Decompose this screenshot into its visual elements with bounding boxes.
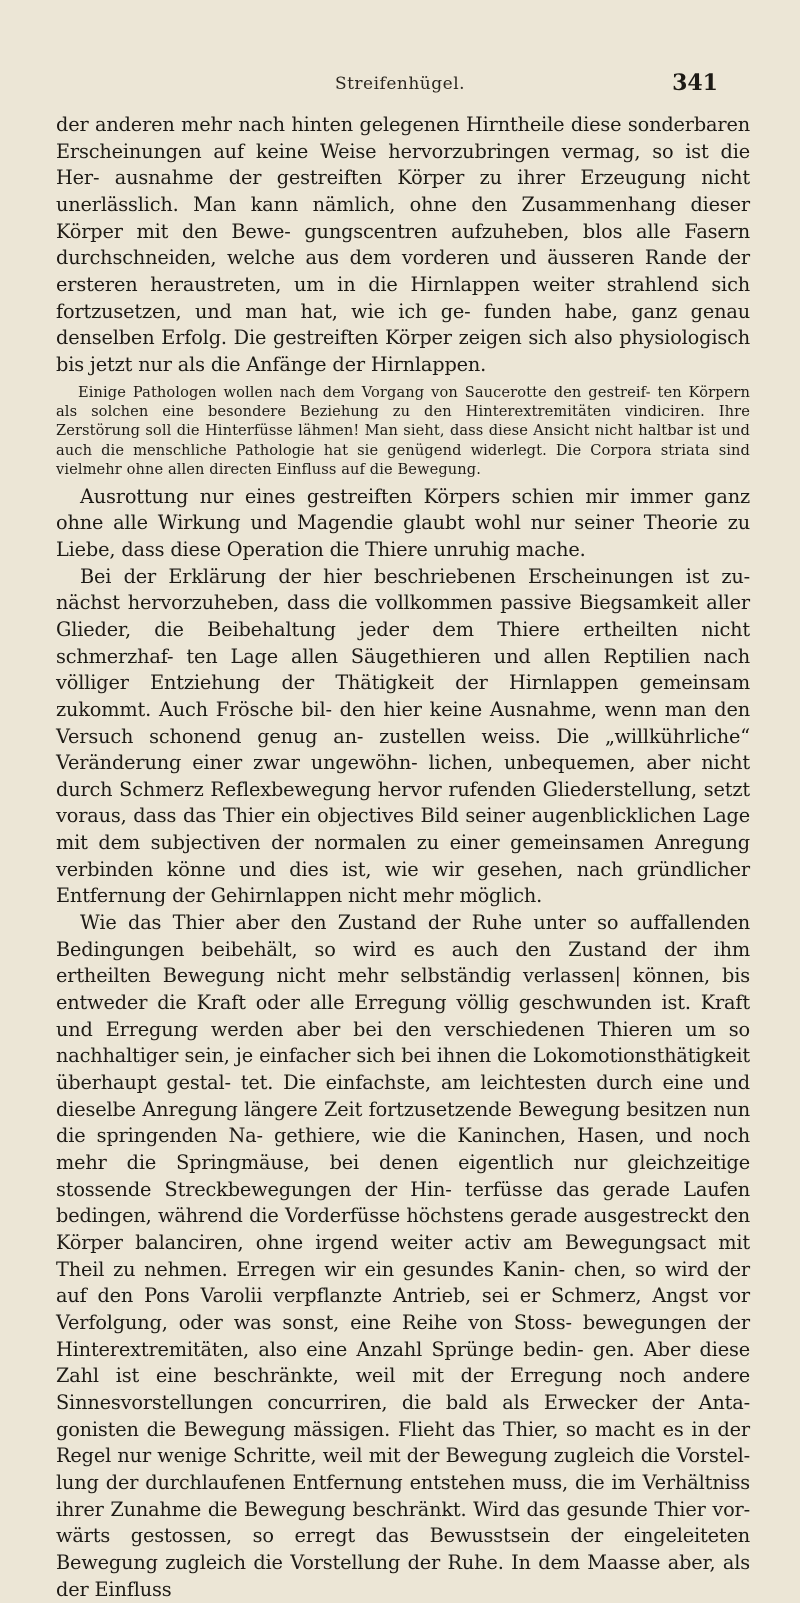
paragraph-2: Ausrottung nur eines gestreiften Körpers schien mir immer ganz ohne alle Wirkung und Magendie glaubt wohl nur seiner Theorie zu Liebe, dass diese Operation die Thiere unruhig mache. xyxy=(56,484,750,561)
paragraph-1: der anderen mehr nach hinten gelegenen Hirntheile diese sonderbaren Erscheinungen auf keine Weise hervorzubringen vermag, so ist die Her- ausnahme der gestreiften Körper zu ihrer Erzeugung nicht unerlässlich. Man kann nämlich, ohne den Zusammenhang dieser Körper mit den Bewe- gungscentren aufzuheben, blos alle Fasern durchschneiden, welche aus dem vorderen und äusseren Rande der ersteren heraustreten, um in die Hirnlappen weiter strahlend sich fortzusetzen, und man hat, wie ich ge- funden habe, ganz genau denselben Erfolg. Die gestreiften Körper zeigen sich also physiologisch bis jetzt nur als die Anfänge der Hirnlappen. xyxy=(56,113,750,376)
paragraph-4: Wie das Thier aber den Zustand der Ruhe unter so auffallenden Bedingungen beibehält, so wird es auch den Zustand der ihm ertheilten Bewegung nicht mehr selbständig verlassen| können, bis entweder die Kraft oder alle Erregung völlig geschwunden ist. Kraft und Erregung werden aber bei den verschiedenen Thieren um so nachhaltiger sein, je einfacher sich bei ihnen die Lokomotionsthätigkeit überhaupt gestal- tet. Die einfachste, am leichtesten durch eine und dieselbe Anregung längere Zeit fortzusetzende Bewegung besitzen nun die springenden Na- gethiere, wie die Kaninchen, Hasen, und noch mehr die Springmäuse, bei denen eigentlich nur gleichzeitige stossende Streckbewegungen der Hin- terfüsse das gerade Laufen bedingen, während die Vorderfüsse höchstens gerade ausgestreckt den Körper balanciren, ohne irgend weiter activ am Bewegungsact mit Theil zu nehmen. Erregen wir ein gesundes Kanin- chen, so wird der auf den Pons Varolii verpflanzte Antrieb, sei er Schmerz, Angst vor Verfolgung, oder was sonst, eine Reihe von Stoss- bewegungen der Hinterextremitäten, also eine Anzahl Sprünge bedin- gen. Aber diese Zahl ist eine beschränkte, weil mit der Erregung noch andere Sinnesvorstellungen concurriren, die bald als Erwecker der Anta- gonisten die Bewegung mässigen. Flieht das Thier, so macht es in der Regel nur wenige Schritte, weil mit der Bewegung zugleich die Vorstel- lung der durchlaufenen Entfernung entstehen muss, die im Verhältniss ihrer Zunahme die Bewegung beschränkt. Wird das gesunde Thier vor- wärts gestossen, so erregt das Bewusstsein der eingeleiteten Bewegung zugleich die Vorstellung der Ruhe. In dem Maasse aber, als der Einfluss xyxy=(56,911,750,1601)
paragraph-3: Bei der Erklärung der hier beschriebenen Erscheinungen ist zu- nächst hervorzuheben, dass die vollkommen passive Biegsamkeit aller Glieder, die Beibehaltung jeder dem Thiere ertheilten nicht schmerzhaf- ten Lage allen Säugethieren und allen Reptilien nach völliger Entziehung der Thätigkeit der Hirnlappen gemeinsam zukommt. Auch Frösche bil- den hier keine Ausnahme, wenn man den Versuch schonend genug an- zustellen weiss. Die „willkührliche“ Veränderung einer zwar ungewöhn- lichen, unbequemen, aber nicht durch Schmerz Reflexbewegung hervor rufenden Gliederstellung, setzt voraus, dass das Thier ein objectives Bild seiner augenblicklichen Lage mit dem subjectiven der normalen zu einer gemeinsamen Anregung verbinden könne und dies ist, wie wir gesehen, nach gründlicher Entfernung der Gehirnlappen nicht mehr möglich. xyxy=(56,564,750,908)
page-number: 341 xyxy=(672,70,718,96)
page-header xyxy=(0,70,800,104)
body-text xyxy=(56,112,750,1603)
running-head: Streifenhügel. xyxy=(334,74,466,94)
footnote-remark: Einige Pathologen wollen nach dem Vorgang von Saucerotte den gestreif- ten Körpern als solchen eine besondere Beziehung zu den Hinterextremitäten vindiciren. Ihre Zerstörung soll die Hinterfüsse lähmen! Man sieht, dass diese Ansicht nicht haltbar ist und auch die menschliche Pathologie hat sie genügend widerlegt. Die Corpora striata sind vielmehr ohne allen directen Einfluss auf die Bewegung. xyxy=(56,383,750,479)
